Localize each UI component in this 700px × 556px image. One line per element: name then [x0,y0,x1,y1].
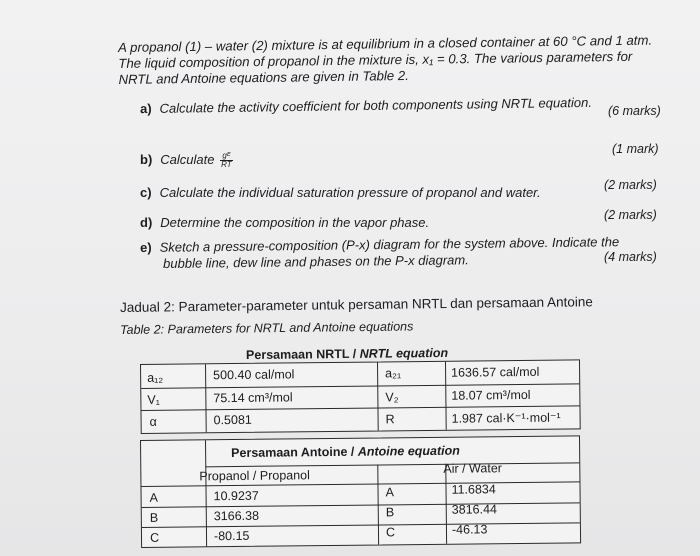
nrtl-param-a21: a₂₁ [385,366,402,381]
antoine-param-c2: C [385,525,396,540]
question-e-label: e) [140,239,152,255]
question-d-label: d) [140,215,153,230]
question-c-label: c) [140,185,152,200]
table-title-malay: Jadual 2: Parameter-parameter untuk persaman NRTL dan persamaan Antoine [120,294,593,315]
nrtl-param-v2: V₂ [385,390,399,405]
antoine-value-b1: 3166.38 [213,508,260,524]
antoine-col-propanol: Propanol / Propanol [199,468,310,484]
antoine-value-b2: 3816.44 [451,502,498,517]
antoine-value-c2: -46.13 [451,522,488,537]
antoine-param-a1: A [149,490,159,505]
fraction-denominator: RT [221,160,232,170]
nrtl-title-english: NRTL equation [359,345,449,361]
question-c [140,185,541,200]
nrtl-value-alpha: 0.5081 [213,412,252,428]
nrtl-parameter-table [140,359,581,434]
nrtl-value-a12: 500.40 cal/mol [213,367,295,383]
question-d-marks: (2 marks) [604,208,657,222]
antoine-param-a2: A [385,485,394,500]
question-a-text: Calculate the activity coefficient for both components using NRTL equation. [159,94,593,116]
antoine-table-title [231,444,460,460]
fraction-numerator: gᴱ [220,152,233,161]
nrtl-value-v1: 75.14 cm³/mol [213,390,293,406]
question-b-label: b) [140,152,153,167]
antoine-value-c1: -80.15 [213,528,250,544]
question-d [140,215,429,230]
antoine-param-b2: B [385,505,395,520]
problem-intro [118,32,679,88]
nrtl-value-r: 1.987 cal·K⁻¹·mol⁻¹ [451,410,561,426]
nrtl-value-v2: 18.07 cm³/mol [451,387,531,403]
question-c-text: Calculate the individual saturation pressure of propanol and water. [159,185,541,200]
table-caption-english: Table 2: Parameters for NRTL and Antoine equations [120,319,414,337]
question-b-text: Calculate [160,152,215,167]
nrtl-value-a21: 1636.57 cal/mol [451,364,540,380]
antoine-param-b1: B [149,510,159,525]
question-d-text: Determine the composition in the vapor phase. [160,215,430,230]
antoine-col-water: Air / Water [443,461,502,476]
question-a-marks: (6 marks) [608,104,661,118]
intro-line-1: A propanol (1) – water (2) mixture is at equilibrium in a closed container at 60 °C and 1 atm. [118,32,653,55]
nrtl-title-malay: Persamaan NRTL / [245,346,360,363]
question-b-marks: (1 mark) [612,142,659,156]
question-a [140,95,592,116]
question-e-marks: (4 marks) [604,250,657,264]
nrtl-table-title [246,346,448,362]
question-a-label: a) [139,100,152,117]
question-e-text: Sketch a pressure-composition (P-x) diagram for the system above. Indicate the [159,234,620,255]
antoine-parameter-table [140,435,581,548]
question-e-line2: bubble line, dew line and phases on the P-x diagram. [163,252,469,271]
antoine-value-a1: 10.9237 [213,488,259,504]
antoine-value-a2: 11.6834 [451,482,496,497]
intro-line-3: NRTL and Antoine equations are given in Table 2. [118,67,409,87]
nrtl-param-alpha: α [149,414,157,429]
question-c-marks: (2 marks) [604,178,657,192]
question-b [140,152,233,169]
intro-line-2: The liquid composition of propanol in the mixture is, x₁ = 0.3. The various parameters for [118,48,633,71]
question-e [140,234,619,255]
nrtl-param-r: R [385,412,395,427]
nrtl-param-v1: V₁ [147,392,161,407]
gE-over-RT-fraction [220,152,233,169]
nrtl-param-a12: a₁₂ [147,370,164,385]
antoine-title-malay: Persamaan Antoine / [231,444,358,461]
antoine-title-english: Antoine equation [357,443,460,459]
antoine-param-c1: C [149,530,160,545]
